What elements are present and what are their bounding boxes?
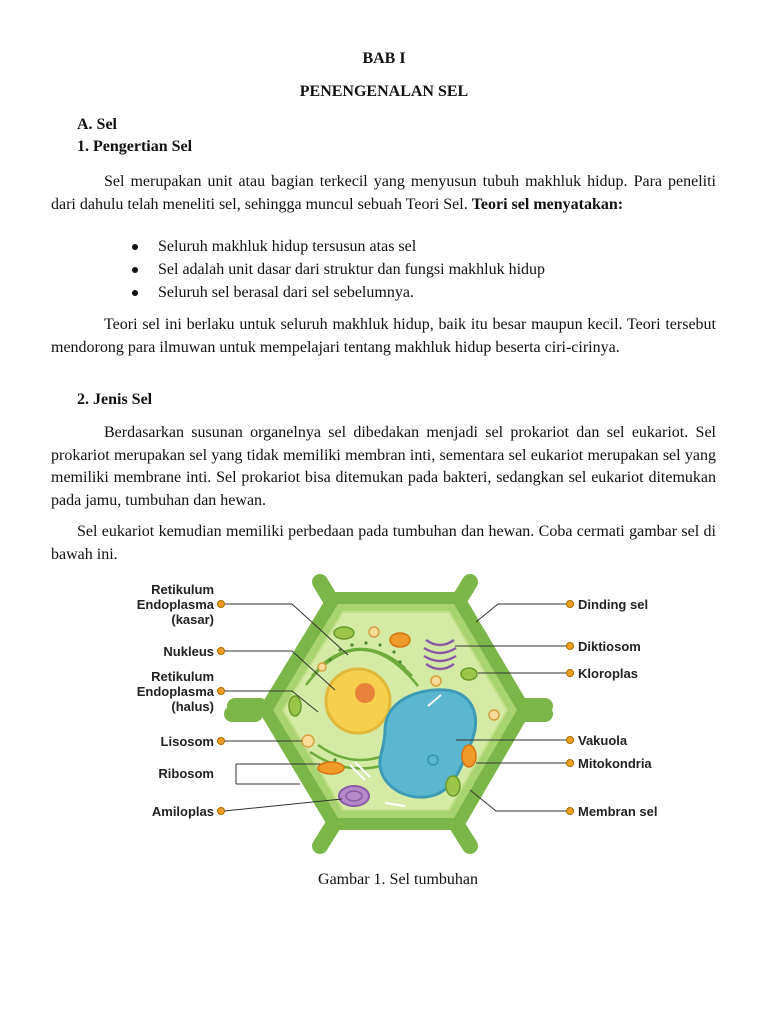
- label-mitokondria: Mitokondria: [578, 756, 652, 771]
- list-item: Seluruh sel berasal dari sel sebelumnya.: [130, 281, 545, 304]
- figure-caption: Gambar 1. Sel tumbuhan: [318, 871, 478, 888]
- list-item: Sel adalah unit dasar dari struktur dan fungsi makhluk hidup: [130, 258, 545, 281]
- amyloplast: [339, 786, 369, 806]
- label-retikulum-halus: Retikulum Endoplasma (halus): [136, 669, 214, 714]
- chapter-heading: BAB I: [362, 50, 406, 67]
- label-membran-sel: Membran sel: [578, 804, 658, 819]
- lysosome: [302, 735, 314, 747]
- list-item: Seluruh makhluk hidup tersusun atas sel: [130, 235, 545, 258]
- subsection-1-heading: 1. Pengertian Sel: [77, 138, 193, 155]
- paragraph-pengertian: [51, 171, 716, 216]
- chloroplast: [334, 627, 354, 639]
- theory-bullet-list: [130, 235, 545, 304]
- paragraph-text: Sel merupakan unit atau bagian terkecil yang menyusun tubuh makhluk hidup. Para peneliti dari dahulu telah meneliti sel, sehingga muncul sebuah Teori Sel.: [51, 173, 716, 213]
- page-title: PENENGENALAN SEL: [299, 83, 469, 100]
- section-a-heading: A. Sel: [77, 116, 117, 133]
- subsection-2-heading: 2. Jenis Sel: [77, 391, 153, 408]
- label-nukleus: Nukleus: [163, 644, 214, 659]
- label-diktiosom: Diktiosom: [578, 639, 641, 654]
- paragraph-eukariot: Sel eukariot kemudian memiliki perbedaan pada tumbuhan dan hewan. Coba cermati gambar sel di bawah ini.: [51, 523, 716, 563]
- nucleolus: [355, 683, 375, 703]
- mitochondrion: [462, 745, 476, 767]
- paragraph-bold-text: Teori sel menyatakan:: [471, 195, 624, 213]
- chloroplast: [289, 696, 301, 716]
- label-amiloplas: Amiloplas: [151, 804, 214, 819]
- chloroplast: [446, 776, 460, 796]
- label-retikulum-kasar: Retikulum Endoplasma (kasar): [136, 582, 214, 627]
- label-kloroplas: Kloroplas: [578, 666, 638, 681]
- mitochondrion: [318, 762, 344, 774]
- mitochondrion: [390, 633, 410, 647]
- paragraph-teori: Teori sel ini berlaku untuk seluruh makhluk hidup, baik itu besar maupun kecil. Teori tersebut mendorong para ilmuwan untuk mempelajari tentang makhluk hidup beserta ciri-cirinya.: [51, 316, 716, 356]
- nucleus: [326, 669, 390, 733]
- chloroplast: [461, 668, 477, 680]
- label-lisosom: Lisosom: [160, 734, 214, 749]
- label-dinding-sel: Dinding sel: [578, 597, 649, 612]
- label-vakuola: Vakuola: [578, 733, 628, 748]
- label-ribosom: Ribosom: [158, 766, 214, 781]
- paragraph-jenis-sel: Berdasarkan susunan organelnya sel dibedakan menjadi sel prokariot dan sel eukariot. Sel prokariot merupakan sel yang tidak memiliki membran inti, sementara sel eukariot merupakan sel yang memiliki membrane inti. Sel prokariot bisa ditemukan pada bakteri, sedangkan sel eukariot ditemukan pada jamu, tumbuhan dan hewan.: [51, 424, 716, 509]
